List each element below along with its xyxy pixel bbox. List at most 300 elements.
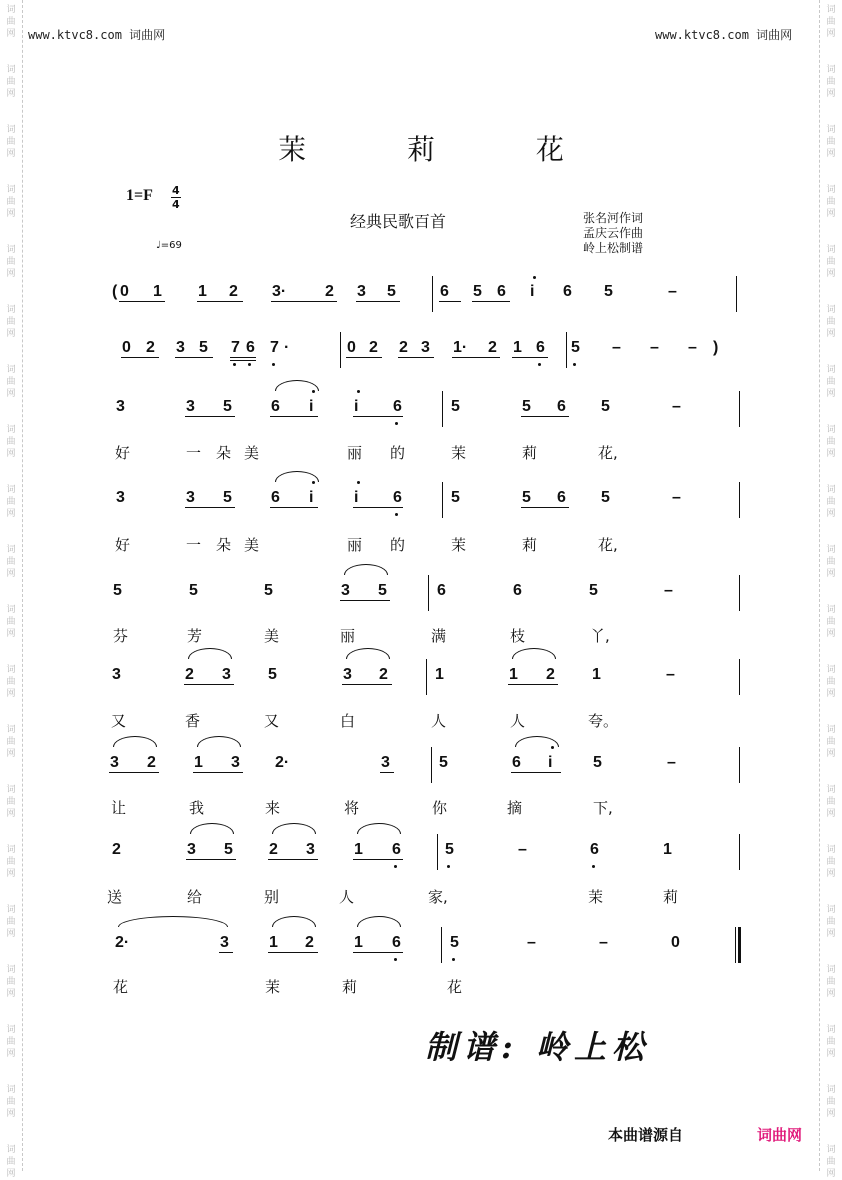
note: 3 <box>116 398 125 415</box>
beam-underline <box>193 772 243 773</box>
note: 5 <box>601 489 610 506</box>
watermark-text: 词 曲 网 <box>826 485 836 519</box>
barline <box>566 332 567 368</box>
beam-underline <box>184 684 234 685</box>
watermark-text: 词 曲 网 <box>826 965 836 999</box>
note: 3 <box>421 339 430 356</box>
transcriber-credit: 岭上松制谱 <box>583 241 644 255</box>
octave-dot <box>395 422 398 425</box>
lyric: 一 <box>186 536 202 554</box>
slur-arc <box>113 736 157 747</box>
note: 5 <box>473 283 482 300</box>
note: 1· <box>453 339 468 356</box>
note: 5 <box>199 339 208 356</box>
note: 6 <box>497 283 506 300</box>
note: 3 <box>381 754 390 771</box>
note: 2 <box>305 934 314 951</box>
slur-arc <box>357 916 401 927</box>
note: 5 <box>451 489 460 506</box>
note: 1 <box>513 339 522 356</box>
note: 2 <box>488 339 497 356</box>
note: 6 <box>512 754 521 771</box>
barline <box>739 834 740 870</box>
note: 5 <box>189 582 198 599</box>
note: 5 <box>223 489 232 506</box>
lyric: 芬 <box>113 627 129 645</box>
note: 2· <box>275 754 290 771</box>
beam-underline <box>121 357 159 358</box>
brand-link[interactable]: 词曲网 <box>757 1126 803 1144</box>
barline <box>739 575 740 611</box>
barline <box>437 834 438 870</box>
lyric: 给 <box>187 888 203 906</box>
lyric: 下, <box>593 799 613 817</box>
watermark-text: 词 曲 网 <box>826 245 836 279</box>
lyric: 一 <box>186 444 202 462</box>
note: 1 <box>663 841 672 858</box>
slur-arc <box>346 648 390 659</box>
note: – <box>672 489 681 506</box>
lyric: 又 <box>111 712 127 730</box>
watermark-text: 词 曲 网 <box>6 65 16 99</box>
note: 2 <box>229 283 238 300</box>
barline <box>442 391 443 427</box>
note: – <box>612 339 621 356</box>
lyric: 芳 <box>187 627 203 645</box>
lyric: 花, <box>598 444 618 462</box>
barline <box>441 927 442 963</box>
barline <box>442 482 443 518</box>
note: 3 <box>187 841 196 858</box>
beam-underline <box>356 301 400 302</box>
watermark-text: 词 曲 网 <box>6 1025 16 1059</box>
slur-arc <box>515 736 559 747</box>
octave-dot <box>533 276 536 279</box>
beam-underline <box>185 507 235 508</box>
key-signature: 1=F <box>126 187 153 204</box>
watermark-text: 词 曲 网 <box>6 965 16 999</box>
note: 5 <box>450 934 459 951</box>
note: 2 <box>325 283 334 300</box>
note: 6 <box>392 934 401 951</box>
note: 6 <box>393 489 402 506</box>
lyric: 莉 <box>522 444 538 462</box>
lyric: 莉 <box>663 888 679 906</box>
beam-underline <box>511 772 561 773</box>
note: 6 <box>271 398 280 415</box>
lyric: 枝 <box>510 627 526 645</box>
note: 2 <box>379 666 388 683</box>
lyric: 好 <box>115 444 131 462</box>
watermark-text: 词 曲 网 <box>6 845 16 879</box>
note: 3 <box>176 339 185 356</box>
watermark-text: 词 曲 网 <box>6 785 16 819</box>
beam-underline <box>186 859 236 860</box>
note: ( <box>112 283 118 300</box>
lyric: 茉 <box>451 536 467 554</box>
beam-underline <box>353 859 403 860</box>
note: – <box>599 934 608 951</box>
note: 3 <box>186 489 195 506</box>
beam-underline <box>439 301 461 302</box>
transcriber-signature: 制谱: 岭上松 <box>425 1028 650 1066</box>
watermark-text: 词 曲 网 <box>826 365 836 399</box>
slur-arc <box>344 564 388 575</box>
lyric: 摘 <box>507 799 523 817</box>
note: – <box>668 283 677 300</box>
watermark-text: 词 曲 网 <box>6 185 16 219</box>
note: – <box>667 754 676 771</box>
note: 2 <box>147 754 156 771</box>
lyric: 人 <box>510 712 526 730</box>
barline <box>739 482 740 518</box>
collection-subtitle: 经典民歌百首 <box>350 212 447 231</box>
note: 6 <box>440 283 449 300</box>
watermark-text: 词 曲 网 <box>6 905 16 939</box>
beam-underline <box>268 952 318 953</box>
note: 1 <box>194 754 203 771</box>
lyric: 人 <box>431 712 447 730</box>
lyric: 花 <box>447 978 463 996</box>
lyric: 的 <box>390 536 406 554</box>
lyric: 朵 <box>216 444 232 462</box>
lyric: 花, <box>598 536 618 554</box>
slur-arc <box>118 916 228 927</box>
note: 3 <box>341 582 350 599</box>
octave-dot <box>233 363 236 366</box>
beam-underline <box>219 952 233 953</box>
lyric: 茉 <box>265 978 281 996</box>
note: 2 <box>112 841 121 858</box>
beam-underline <box>109 772 159 773</box>
octave-dot <box>394 958 397 961</box>
beam-underline <box>512 357 548 358</box>
lyric: 又 <box>264 712 280 730</box>
barline <box>735 927 736 963</box>
note: 5 <box>589 582 598 599</box>
watermark-text: 词 曲 网 <box>6 1145 16 1179</box>
composer-credit: 孟庆云作曲 <box>583 226 644 240</box>
source-label: 本曲谱源自 <box>608 1126 684 1144</box>
beam-underline <box>340 600 390 601</box>
note: 0 <box>122 339 131 356</box>
note: 3 <box>112 666 121 683</box>
note: 6 <box>563 283 572 300</box>
octave-dot <box>394 865 397 868</box>
note: 5 <box>522 489 531 506</box>
note: 5 <box>378 582 387 599</box>
watermark-text: 词 曲 网 <box>6 1085 16 1119</box>
watermark-text: 词 曲 网 <box>6 5 16 39</box>
note: 6 <box>590 841 599 858</box>
slur-arc <box>197 736 241 747</box>
lyric: 的 <box>390 444 406 462</box>
lyric: 美 <box>244 536 260 554</box>
note: – <box>664 582 673 599</box>
note: 3 <box>222 666 231 683</box>
lyric: 美 <box>264 627 280 645</box>
header-url-right[interactable]: www.ktvc8.com 词曲网 <box>655 28 793 42</box>
watermark-text: 词 曲 网 <box>826 1085 836 1119</box>
lyric: 将 <box>344 799 360 817</box>
lyric: 莉 <box>342 978 358 996</box>
watermark-text: 词 曲 网 <box>6 365 16 399</box>
octave-dot <box>592 865 595 868</box>
final-barline <box>738 927 741 963</box>
note: 7 <box>231 339 240 356</box>
barline <box>428 575 429 611</box>
beam-underline <box>353 507 403 508</box>
note: 2 <box>146 339 155 356</box>
note: 5 <box>445 841 454 858</box>
note: 2 <box>185 666 194 683</box>
watermark-text: 词 曲 网 <box>6 485 16 519</box>
lyric: 好 <box>115 536 131 554</box>
note: 5 <box>604 283 613 300</box>
barline <box>432 276 433 312</box>
beam-underline <box>353 416 403 417</box>
lyric: 丽 <box>347 444 363 462</box>
note: 5 <box>593 754 602 771</box>
lyric: 香 <box>185 712 201 730</box>
note: 6 <box>557 398 566 415</box>
beam-underline <box>398 357 434 358</box>
watermark-text: 词 曲 网 <box>6 305 16 339</box>
lyric: 夸。 <box>588 712 619 730</box>
lyric: 茉 <box>588 888 604 906</box>
note: 5 <box>264 582 273 599</box>
octave-dot <box>357 390 360 393</box>
note: 2 <box>546 666 555 683</box>
header-url-left[interactable]: www.ktvc8.com 词曲网 <box>28 28 166 42</box>
lyric: 你 <box>432 799 448 817</box>
note: 6 <box>246 339 255 356</box>
beam-underline <box>353 952 403 953</box>
lyric: 我 <box>189 799 205 817</box>
note: 6 <box>392 841 401 858</box>
lyric: 送 <box>107 888 123 906</box>
watermark-text: 词 曲 网 <box>826 785 836 819</box>
note: 6 <box>557 489 566 506</box>
note: 3 <box>343 666 352 683</box>
note: 7 <box>270 339 279 356</box>
beam-underline <box>521 507 569 508</box>
slur-arc <box>275 471 319 482</box>
slur-arc <box>357 823 401 834</box>
octave-dot <box>248 363 251 366</box>
slur-arc <box>272 823 316 834</box>
lyric: 丽 <box>347 536 363 554</box>
beam-underline <box>230 360 256 361</box>
note: 3 <box>110 754 119 771</box>
note: 6 <box>513 582 522 599</box>
lyric: 别 <box>264 888 280 906</box>
note: – <box>527 934 536 951</box>
note: 3 <box>220 934 229 951</box>
note: 3 <box>231 754 240 771</box>
lyric: 来 <box>265 799 281 817</box>
time-signature-bottom: 4 <box>172 198 180 211</box>
watermark-text: 词 曲 网 <box>826 545 836 579</box>
lyric: 家, <box>428 888 448 906</box>
note: – <box>688 339 697 356</box>
octave-dot <box>357 481 360 484</box>
watermark-text: 词 曲 网 <box>826 605 836 639</box>
watermark-text: 词 曲 网 <box>826 185 836 219</box>
note: 6 <box>536 339 545 356</box>
barline <box>340 332 341 368</box>
beam-underline <box>270 507 318 508</box>
watermark-text: 词 曲 网 <box>6 545 16 579</box>
beam-underline <box>452 357 500 358</box>
note: 3 <box>306 841 315 858</box>
note: · <box>284 339 290 356</box>
note: 1 <box>153 283 162 300</box>
note: 1 <box>354 841 363 858</box>
beam-underline <box>508 684 558 685</box>
watermark-text: 词 曲 网 <box>826 1145 836 1179</box>
watermark-text: 词 曲 网 <box>826 425 836 459</box>
lyric: 白 <box>340 712 356 730</box>
barline <box>426 659 427 695</box>
note: 0 <box>120 283 129 300</box>
lyric: 让 <box>111 799 127 817</box>
note: ) <box>713 339 719 356</box>
note: 3 <box>357 283 366 300</box>
lyric: 朵 <box>216 536 232 554</box>
watermark-text: 词 曲 网 <box>6 425 16 459</box>
tempo-marking: ♩=69 <box>156 240 182 251</box>
beam-underline <box>119 301 165 302</box>
octave-dot <box>447 865 450 868</box>
note: 2 <box>369 339 378 356</box>
watermark-text: 词 曲 网 <box>6 125 16 159</box>
lyric: 满 <box>431 627 447 645</box>
note: 5 <box>522 398 531 415</box>
slur-arc <box>512 648 556 659</box>
note: 0 <box>347 339 356 356</box>
note: 5 <box>224 841 233 858</box>
time-signature-top: 4 <box>172 184 180 197</box>
watermark-text: 词 曲 网 <box>826 125 836 159</box>
watermark-text: 词 曲 网 <box>6 665 16 699</box>
slur-arc <box>275 380 319 391</box>
lyricist-credit: 张名河作词 <box>583 211 644 225</box>
beam-underline <box>268 859 318 860</box>
song-title: 茉 莉 花 <box>278 133 610 166</box>
note: 3· <box>272 283 287 300</box>
note: 6 <box>393 398 402 415</box>
note: 5 <box>113 582 122 599</box>
note: i <box>309 489 314 506</box>
note: 3 <box>186 398 195 415</box>
note: 1 <box>509 666 518 683</box>
lyric: 莉 <box>522 536 538 554</box>
note: i <box>530 283 535 300</box>
note: – <box>518 841 527 858</box>
lyric: 花 <box>113 978 129 996</box>
note: 2· <box>115 934 130 951</box>
watermark-text: 词 曲 网 <box>826 905 836 939</box>
lyric: 美 <box>244 444 260 462</box>
note: 5 <box>571 339 580 356</box>
watermark-text: 词 曲 网 <box>826 665 836 699</box>
note: 6 <box>271 489 280 506</box>
note: 1 <box>592 666 601 683</box>
lyric: 人 <box>339 888 355 906</box>
note: – <box>650 339 659 356</box>
watermark-text: 词 曲 网 <box>826 725 836 759</box>
lyric: 丽 <box>340 627 356 645</box>
note: 5 <box>439 754 448 771</box>
beam-underline <box>342 684 392 685</box>
octave-dot <box>573 363 576 366</box>
note: 3 <box>116 489 125 506</box>
note: i <box>309 398 314 415</box>
watermark-text: 词 曲 网 <box>826 305 836 339</box>
slur-arc <box>188 648 232 659</box>
beam-underline <box>270 416 318 417</box>
lyric: 茉 <box>451 444 467 462</box>
slur-arc <box>272 916 316 927</box>
watermark-text: 词 曲 网 <box>826 5 836 39</box>
octave-dot <box>538 363 541 366</box>
barline <box>739 659 740 695</box>
beam-underline <box>197 301 243 302</box>
watermark-text: 词 曲 网 <box>6 245 16 279</box>
watermark-text: 词 曲 网 <box>826 845 836 879</box>
note: i <box>354 398 359 415</box>
note: 5 <box>223 398 232 415</box>
beam-underline <box>271 301 337 302</box>
octave-dot <box>395 513 398 516</box>
beam-underline <box>380 772 394 773</box>
beam-underline <box>230 357 256 358</box>
note: 1 <box>435 666 444 683</box>
note: 5 <box>451 398 460 415</box>
watermark-text: 词 曲 网 <box>6 605 16 639</box>
note: 0 <box>671 934 680 951</box>
watermark-text: 词 曲 网 <box>6 725 16 759</box>
barline <box>431 747 432 783</box>
beam-underline <box>185 416 235 417</box>
note: i <box>548 754 553 771</box>
lyric: 丫, <box>590 627 610 645</box>
barline <box>736 276 737 312</box>
octave-dot <box>452 958 455 961</box>
note: 1 <box>198 283 207 300</box>
beam-underline <box>175 357 213 358</box>
beam-underline <box>521 416 569 417</box>
octave-dot <box>272 363 275 366</box>
note: 1 <box>354 934 363 951</box>
barline <box>739 747 740 783</box>
barline <box>739 391 740 427</box>
note: i <box>354 489 359 506</box>
watermark-text: 词 曲 网 <box>826 65 836 99</box>
note: 5 <box>601 398 610 415</box>
note: 5 <box>268 666 277 683</box>
note: 6 <box>437 582 446 599</box>
note: 2 <box>399 339 408 356</box>
note: 2 <box>269 841 278 858</box>
note: – <box>666 666 675 683</box>
note: 1 <box>269 934 278 951</box>
note: 5 <box>387 283 396 300</box>
watermark-text: 词 曲 网 <box>826 1025 836 1059</box>
slur-arc <box>190 823 234 834</box>
note: – <box>672 398 681 415</box>
